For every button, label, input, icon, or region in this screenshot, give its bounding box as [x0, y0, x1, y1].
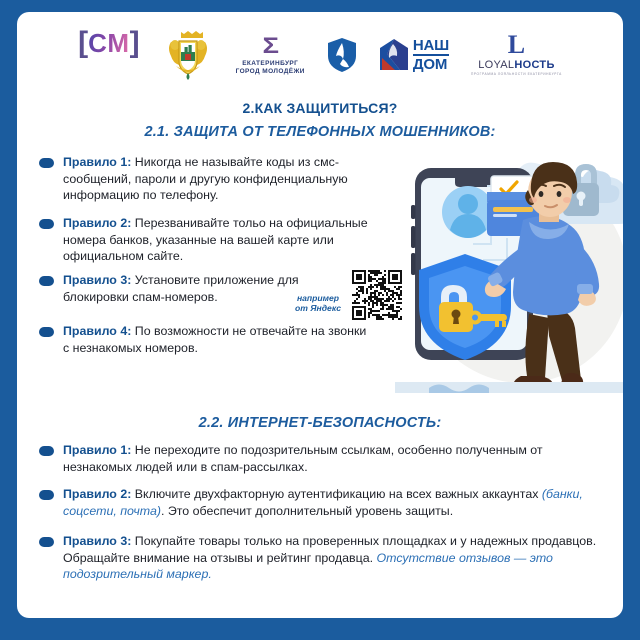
rule-body: Включите двухфакторную аутентификацию на всех важных аккаунтах	[131, 487, 542, 501]
rule-label: Правило 1:	[63, 443, 132, 457]
qr-caption	[287, 293, 349, 313]
qr-caption-line2: от Яндекс	[295, 303, 341, 313]
rule-item	[39, 486, 614, 519]
qr-caption-line1: например	[296, 293, 340, 303]
rule-item	[39, 442, 614, 475]
rule-body: По возможности не отвечайте на звонки с незнакомых номеров.	[63, 324, 367, 355]
bullet-icon	[39, 490, 54, 500]
rule-text	[63, 533, 614, 583]
rule-item	[39, 154, 384, 204]
sm-logo	[78, 28, 139, 82]
house-icon	[379, 38, 409, 72]
phone-security-illustration	[395, 150, 623, 400]
page-title: 2.КАК ЗАЩИТИТЬСЯ?	[242, 100, 398, 116]
rule-text	[63, 323, 369, 356]
rule-accent: Отсутствие отзывов — это подозрительный маркер.	[63, 550, 553, 581]
rule-label: Правило 2:	[63, 487, 132, 501]
shield-icon	[327, 37, 357, 73]
rule-label: Правило 2:	[63, 216, 132, 230]
loyalnost-subtitle: ПРОГРАММА ЛОЯЛЬНОСТИ ЕКАТЕРИНБУРГА	[471, 72, 562, 77]
rule-label: Правило 3:	[63, 273, 132, 287]
rule-body: Не переходите по подозрительным ссылкам, особенно полученным от незнакомых людей или в спам-рассылках.	[63, 443, 543, 474]
sm-logo-bracket-right: ]	[129, 26, 140, 59]
rule-label: Правило 1:	[63, 155, 132, 169]
rule-text	[63, 486, 614, 519]
section-2-title: 2.2. ИНТЕРНЕТ-БЕЗОПАСНОСТЬ:	[198, 415, 442, 431]
section-1-title: 2.1. ЗАЩИТА ОТ ТЕЛЕФОННЫХ МОШЕННИКОВ:	[144, 124, 496, 140]
rule-body: Никогда не называйте коды из смс-сообщений, пароли и другую конфиденциальную информацию по телефону.	[63, 155, 348, 202]
rule-item	[39, 323, 369, 356]
ground-bar-decoration	[395, 382, 623, 393]
rule-text	[63, 215, 384, 265]
rule-item	[39, 215, 384, 265]
ekaterinburg-coat-of-arms	[162, 28, 214, 82]
sigma-mark-icon: Σ	[262, 33, 278, 58]
bullet-icon	[39, 276, 54, 286]
bullet-icon	[39, 327, 54, 337]
user-avatar-icon	[442, 186, 494, 238]
rule-body: Установите приложение для блокировки спам-номеров.	[63, 273, 299, 304]
loyalnost-mark-icon: L	[507, 30, 526, 60]
sm-logo-bracket-left: [	[78, 26, 89, 59]
bullet-icon	[39, 219, 54, 229]
rule-tail: . Это обеспечит дополнительный уровень защиты.	[160, 503, 454, 518]
sm-logo-text: CM	[88, 28, 130, 58]
loyalnost-part-a: LOYAL	[478, 59, 515, 72]
loyalnost-part-b: НОСТЬ	[514, 59, 555, 72]
ekb-logo-line1: ЕКАТЕРИНБУРГ	[242, 60, 299, 67]
rule-text	[63, 154, 384, 204]
loyalnost-logo	[471, 28, 562, 82]
shield-emblem-logo	[327, 28, 357, 82]
rule-body: Перезванивайте тольо на официальные номера банков, указанные на вашей карте или официальном сайте.	[63, 216, 368, 263]
nash-dom-line2: ДОМ	[412, 56, 448, 73]
rule-text	[63, 442, 614, 475]
partner-logos-strip	[17, 26, 623, 84]
bullet-icon	[39, 446, 54, 456]
ekb-logo-line2: ГОРОД МОЛОДЁЖИ	[235, 67, 305, 75]
rule-label: Правило 4:	[63, 324, 132, 338]
nash-dom-logo	[379, 28, 449, 82]
bullet-icon	[39, 537, 54, 547]
nash-dom-wordmark	[413, 38, 449, 72]
coat-of-arms-icon	[162, 28, 214, 82]
bullet-icon	[39, 158, 54, 168]
poster-sheet	[17, 12, 623, 618]
ekaterinburg-youth-city-logo	[236, 28, 305, 82]
rule-body: Покупайте товары только на проверенных площадках и у надежных продавцов. Обращайте внимание на отзывы и рейтинг продавца.	[63, 534, 597, 565]
rule-accent: (банки, соцсети, почта)	[63, 487, 583, 518]
rule-item	[39, 533, 614, 583]
nash-dom-line1: НАШ	[412, 37, 449, 54]
loyalnost-wordmark	[478, 60, 554, 71]
rule-label: Правило 3:	[63, 534, 132, 548]
